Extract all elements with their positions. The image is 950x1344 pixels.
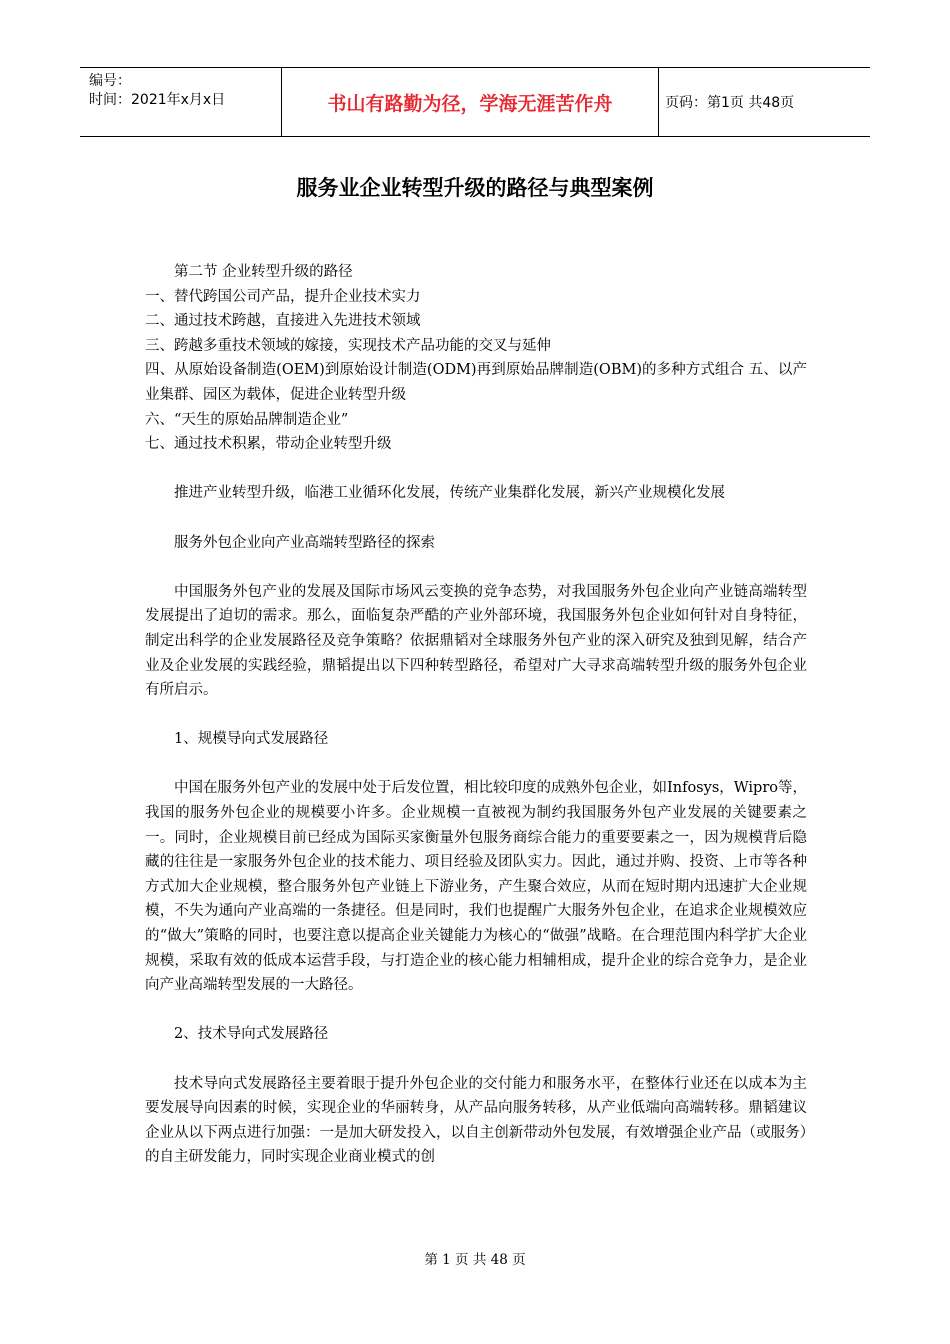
section-heading: 第二节 企业转型升级的路径 <box>174 264 353 280</box>
header-table <box>80 67 870 137</box>
header-page-info: 页码：第1页 共48页 <box>665 95 795 111</box>
document-number-label: 编号： <box>89 73 131 89</box>
paragraph: 推进产业转型升级，临港工业循环化发展，传统产业集群化发展，新兴产业规模化发展 <box>174 485 725 502</box>
section-item: 三、跨越多重技术领域的嫁接，实现技术产品功能的交叉与延伸 <box>145 337 551 354</box>
subheading: 2、技术导向式发展路径 <box>174 1026 329 1043</box>
section-item: 七、通过技术积累，带动企业转型升级 <box>145 436 392 453</box>
section-item: 六、“天生的原始品牌制造企业” <box>145 411 349 428</box>
paragraph: 技术导向式发展路径主要着眼于提升外包企业的交付能力和服务水平，在整体行业还在以成本为主要发展导向因素的时候，实现企业的华丽转身，从产品向服务转移，从产业低端向高端转移。鼎韬建议企业从以下两点进行加强：一是加大研发投入，以自主创新带动外包发展，有效增强企业产品（或服务）的自主研发能力，同时实现企业商业模式的创 <box>145 1075 807 1166</box>
section-item: 一、替代跨国公司产品，提升企业技术实力 <box>145 288 421 305</box>
paragraph: 中国服务外包产业的发展及国际市场风云变换的竞争态势，对我国服务外包企业向产业链高端转型发展提出了迫切的需求。那么，面临复杂严酷的产业外部环境，我国服务外包企业如何针对自身特征，制定出科学的企业发展路径及竞争策略？依据鼎韬对全球服务外包产业的深入研究及独到见解，结合产业及企业发展的实践经验，鼎韬提出以下四种转型路径，希望对广大寻求高端转型升级的服务外包企业有所启示。 <box>145 583 807 699</box>
section-item: 二、通过技术跨越，直接进入先进技术领域 <box>145 313 421 330</box>
document-body <box>145 260 807 1170</box>
header-page-cell <box>659 68 870 136</box>
page-footer: 第 1 页 共 48 页 <box>424 1252 526 1268</box>
header-meta-cell <box>80 68 282 136</box>
paragraph: 中国在服务外包产业的发展中处于后发位置，相比较印度的成熟外包企业，如Infosys，Wipro等，我国的服务外包企业的规模要小许多。企业规模一直被视为制约我国服务外包产业发展的关键要素之一。同时，企业规模目前已经成为国际买家衡量外包服务商综合能力的重要要素之一，因为规模背后隐藏的往往是一家服务外包企业的技术能力、项目经验及团队实力。因此，通过并购、投资、上市等各种方式加大企业规模，整合服务外包产业链上下游业务，产生聚合效应，从而在短时期内迅速扩大企业规模，不失为通向产业高端的一条捷径。但是同时，我们也提醒广大服务外包企业，在追求企业规模效应的“做大”策略的同时，也要注意以提高企业关键能力为核心的“做强”战略。在合理范围内科学扩大企业规模，采取有效的低成本运营手段，与打造企业的核心能力相辅相成，提升企业的综合竞争力，是企业向产业高端转型发展的一大路径。 <box>145 780 807 994</box>
document-time-label: 时间：2021年x月x日 <box>89 92 226 108</box>
section-item: 四、从原始设备制造(OEM)到原始设计制造(ODM)再到原始品牌制造(OBM)的多种方式组合 五、以产业集群、园区为载体，促进企业转型升级 <box>145 362 807 403</box>
document-title: 服务业企业转型升级的路径与典型案例 <box>296 176 654 200</box>
header-motto-cell <box>282 68 659 136</box>
header-motto: 书山有路勤为径，学海无涯苦作舟 <box>327 92 613 115</box>
paragraph-subtitle: 服务外包企业向产业高端转型路径的探索 <box>174 534 435 551</box>
subheading: 1、规模导向式发展路径 <box>174 731 329 748</box>
